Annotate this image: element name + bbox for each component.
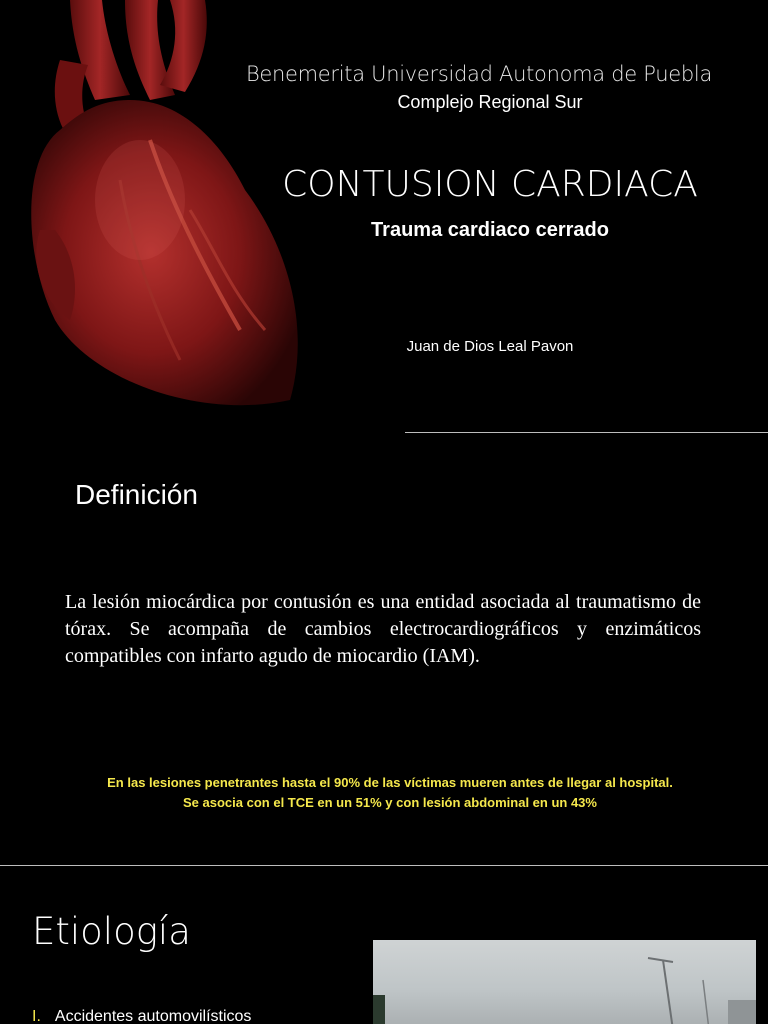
title-slide	[0, 0, 768, 432]
university-name: Benemerita Universidad Autonoma de Puebla	[245, 62, 713, 86]
section-heading: Definición	[75, 479, 198, 510]
presentation-title: CONTUSION CARDIACA	[282, 164, 698, 205]
definition-text: La lesión miocárdica por contusión es una entidad asociada al traumatismo de tórax. Se acompaña de cambios electrocardiográficos y enzimáticos compatibles con infarto agudo de miocardio (IAM).	[65, 591, 701, 667]
road-photo-graphic	[373, 940, 756, 1024]
definition-slide	[0, 433, 768, 865]
author-name: Juan de Dios Leal Pavon	[406, 338, 574, 355]
list-item	[32, 1008, 251, 1024]
list-number: I.	[32, 1008, 41, 1024]
statistics-note	[40, 773, 740, 813]
statistics-line: Se asocia con el TCE en un 51% y con lesión abdominal en un 43%	[183, 795, 597, 810]
section-heading: Etiología	[32, 910, 191, 953]
presentation-subtitle: Trauma cardiaco cerrado	[371, 219, 609, 241]
statistics-line: En las lesiones penetrantes hasta el 90% de las víctimas mueren antes de llegar al hospital.	[107, 775, 673, 790]
campus-name: Complejo Regional Sur	[397, 92, 583, 112]
etiology-slide	[0, 866, 768, 1024]
list-label: Accidentes automovilísticos	[54, 1008, 252, 1024]
road-photo	[373, 940, 756, 1024]
